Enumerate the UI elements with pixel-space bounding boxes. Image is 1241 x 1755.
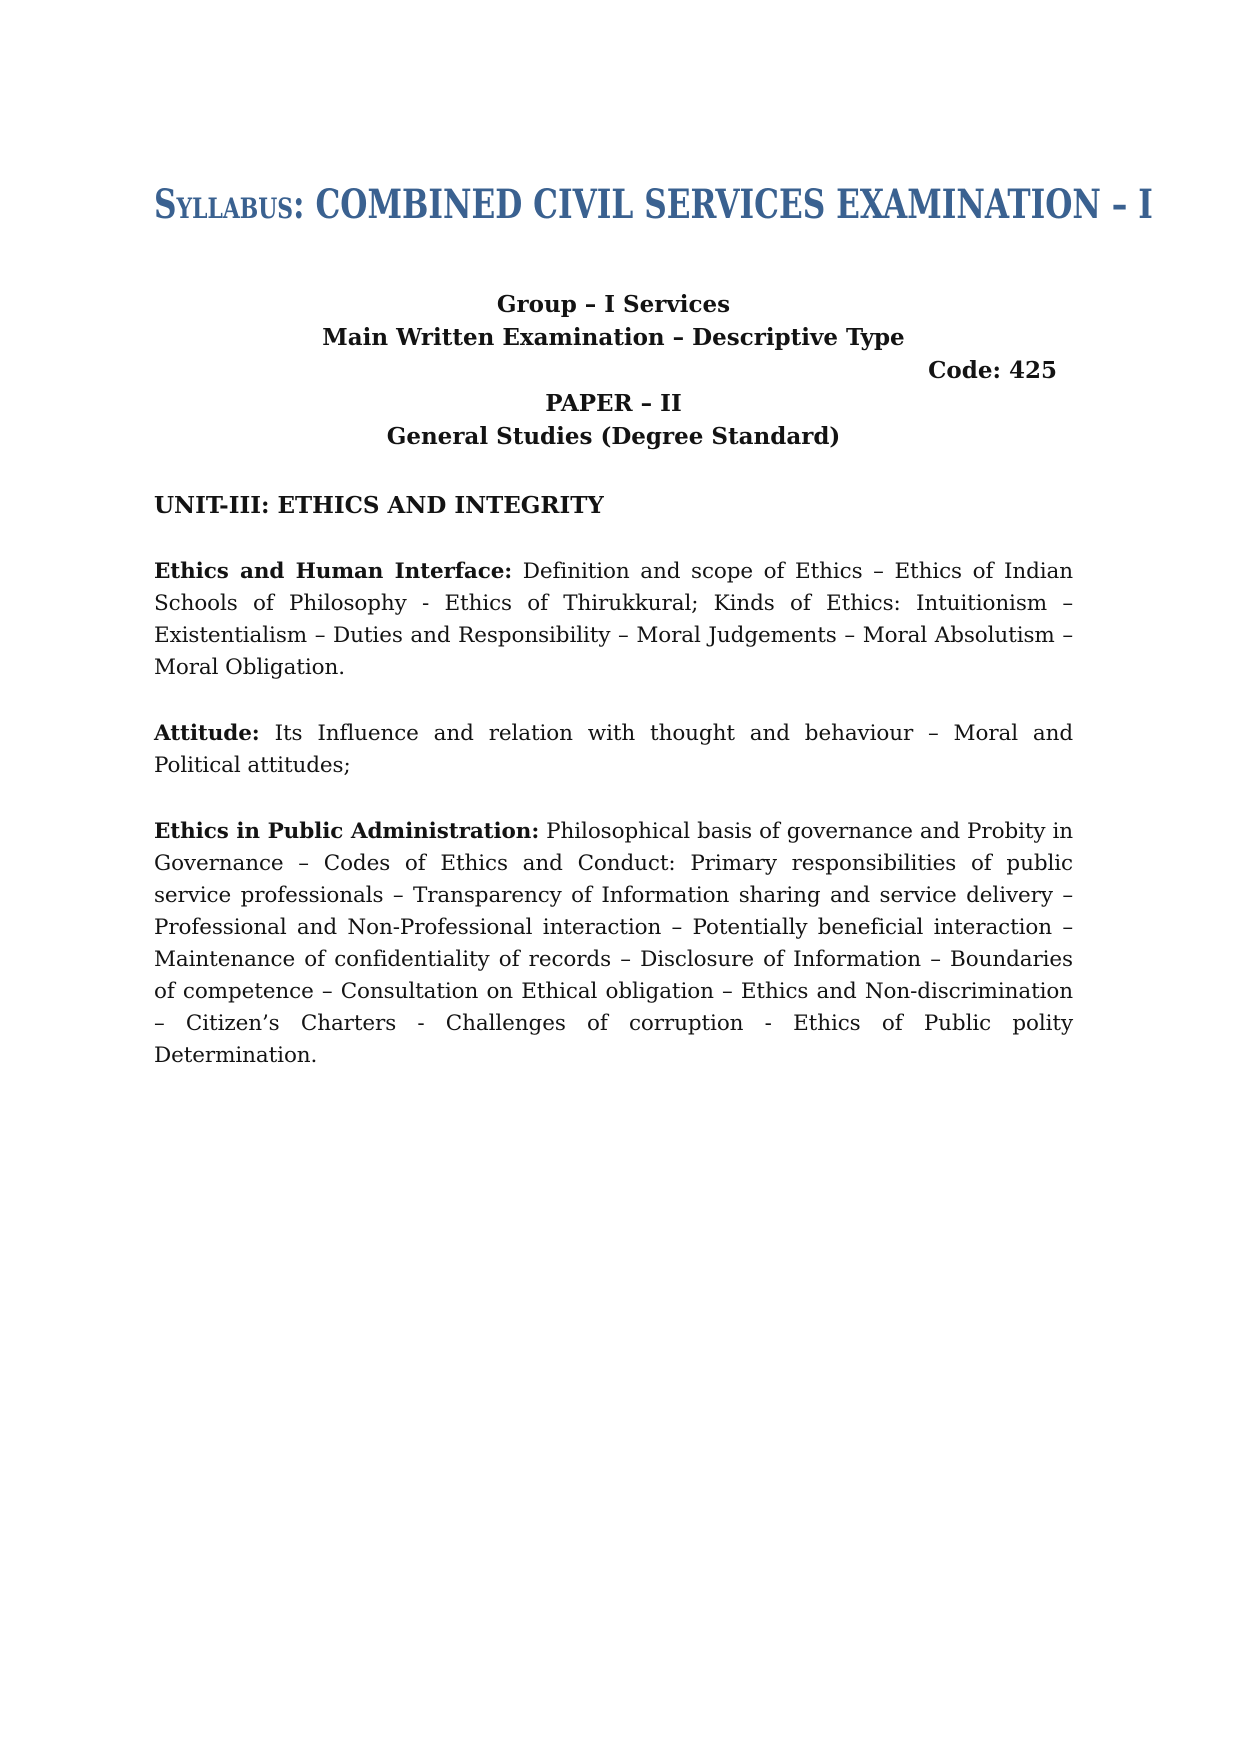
header-subject-line: General Studies (Degree Standard) bbox=[386, 423, 841, 450]
paragraph-attitude bbox=[154, 718, 1073, 782]
header-exam-line: Main Written Examination – Descriptive Type bbox=[322, 324, 905, 351]
paragraph-lead: Ethics in Public Administration: bbox=[154, 819, 540, 844]
page-title-caps: COMBINED CIVIL SERVICES EXAMINATION – I bbox=[315, 181, 1153, 228]
paragraph-ethics-public-administration bbox=[154, 816, 1073, 1072]
unit-heading: UNIT-III: ETHICS AND INTEGRITY bbox=[154, 492, 604, 519]
paragraph-lead: Ethics and Human Interface: bbox=[154, 559, 513, 584]
paragraph-body: Its Influence and relation with thought and behaviour – Moral and Political attitudes; bbox=[154, 721, 1074, 778]
paragraph-lead: Attitude: bbox=[154, 721, 260, 746]
header-paper-line: PAPER – II bbox=[545, 390, 682, 417]
paragraph-body: Philosophical basis of governance and Probity in Governance – Codes of Ethics and Conduct: Primary responsibilities of public service professionals – Transparency of Information sharing and service delivery – Professional and Non-Professional interaction – Potentially beneficial interaction – Maintenance of confidentiality of records – Disclosure of Information – Boundaries of competence – Consultation on Ethical obligation – Ethics and Non-discrimination – Citizen’s Charters - Challenges of corruption - Ethics of Public polity Determination. bbox=[154, 819, 1073, 1068]
header-code-line: Code: 425 bbox=[928, 357, 1057, 384]
page-title bbox=[154, 181, 1153, 228]
header-group-line: Group – I Services bbox=[496, 291, 731, 318]
paragraph-body: Definition and scope of Ethics – Ethics of Indian Schools of Philosophy - Ethics of Thirukkural; Kinds of Ethics: Intuitionism – Existentialism – Duties and Responsibility – Moral Judgements – Moral Absolutism – Moral Obligation. bbox=[154, 559, 1074, 680]
page-title-smallcaps: Syllabus: bbox=[154, 181, 305, 228]
page-title-text bbox=[154, 182, 1153, 228]
paragraph-ethics-human-interface bbox=[154, 556, 1073, 684]
